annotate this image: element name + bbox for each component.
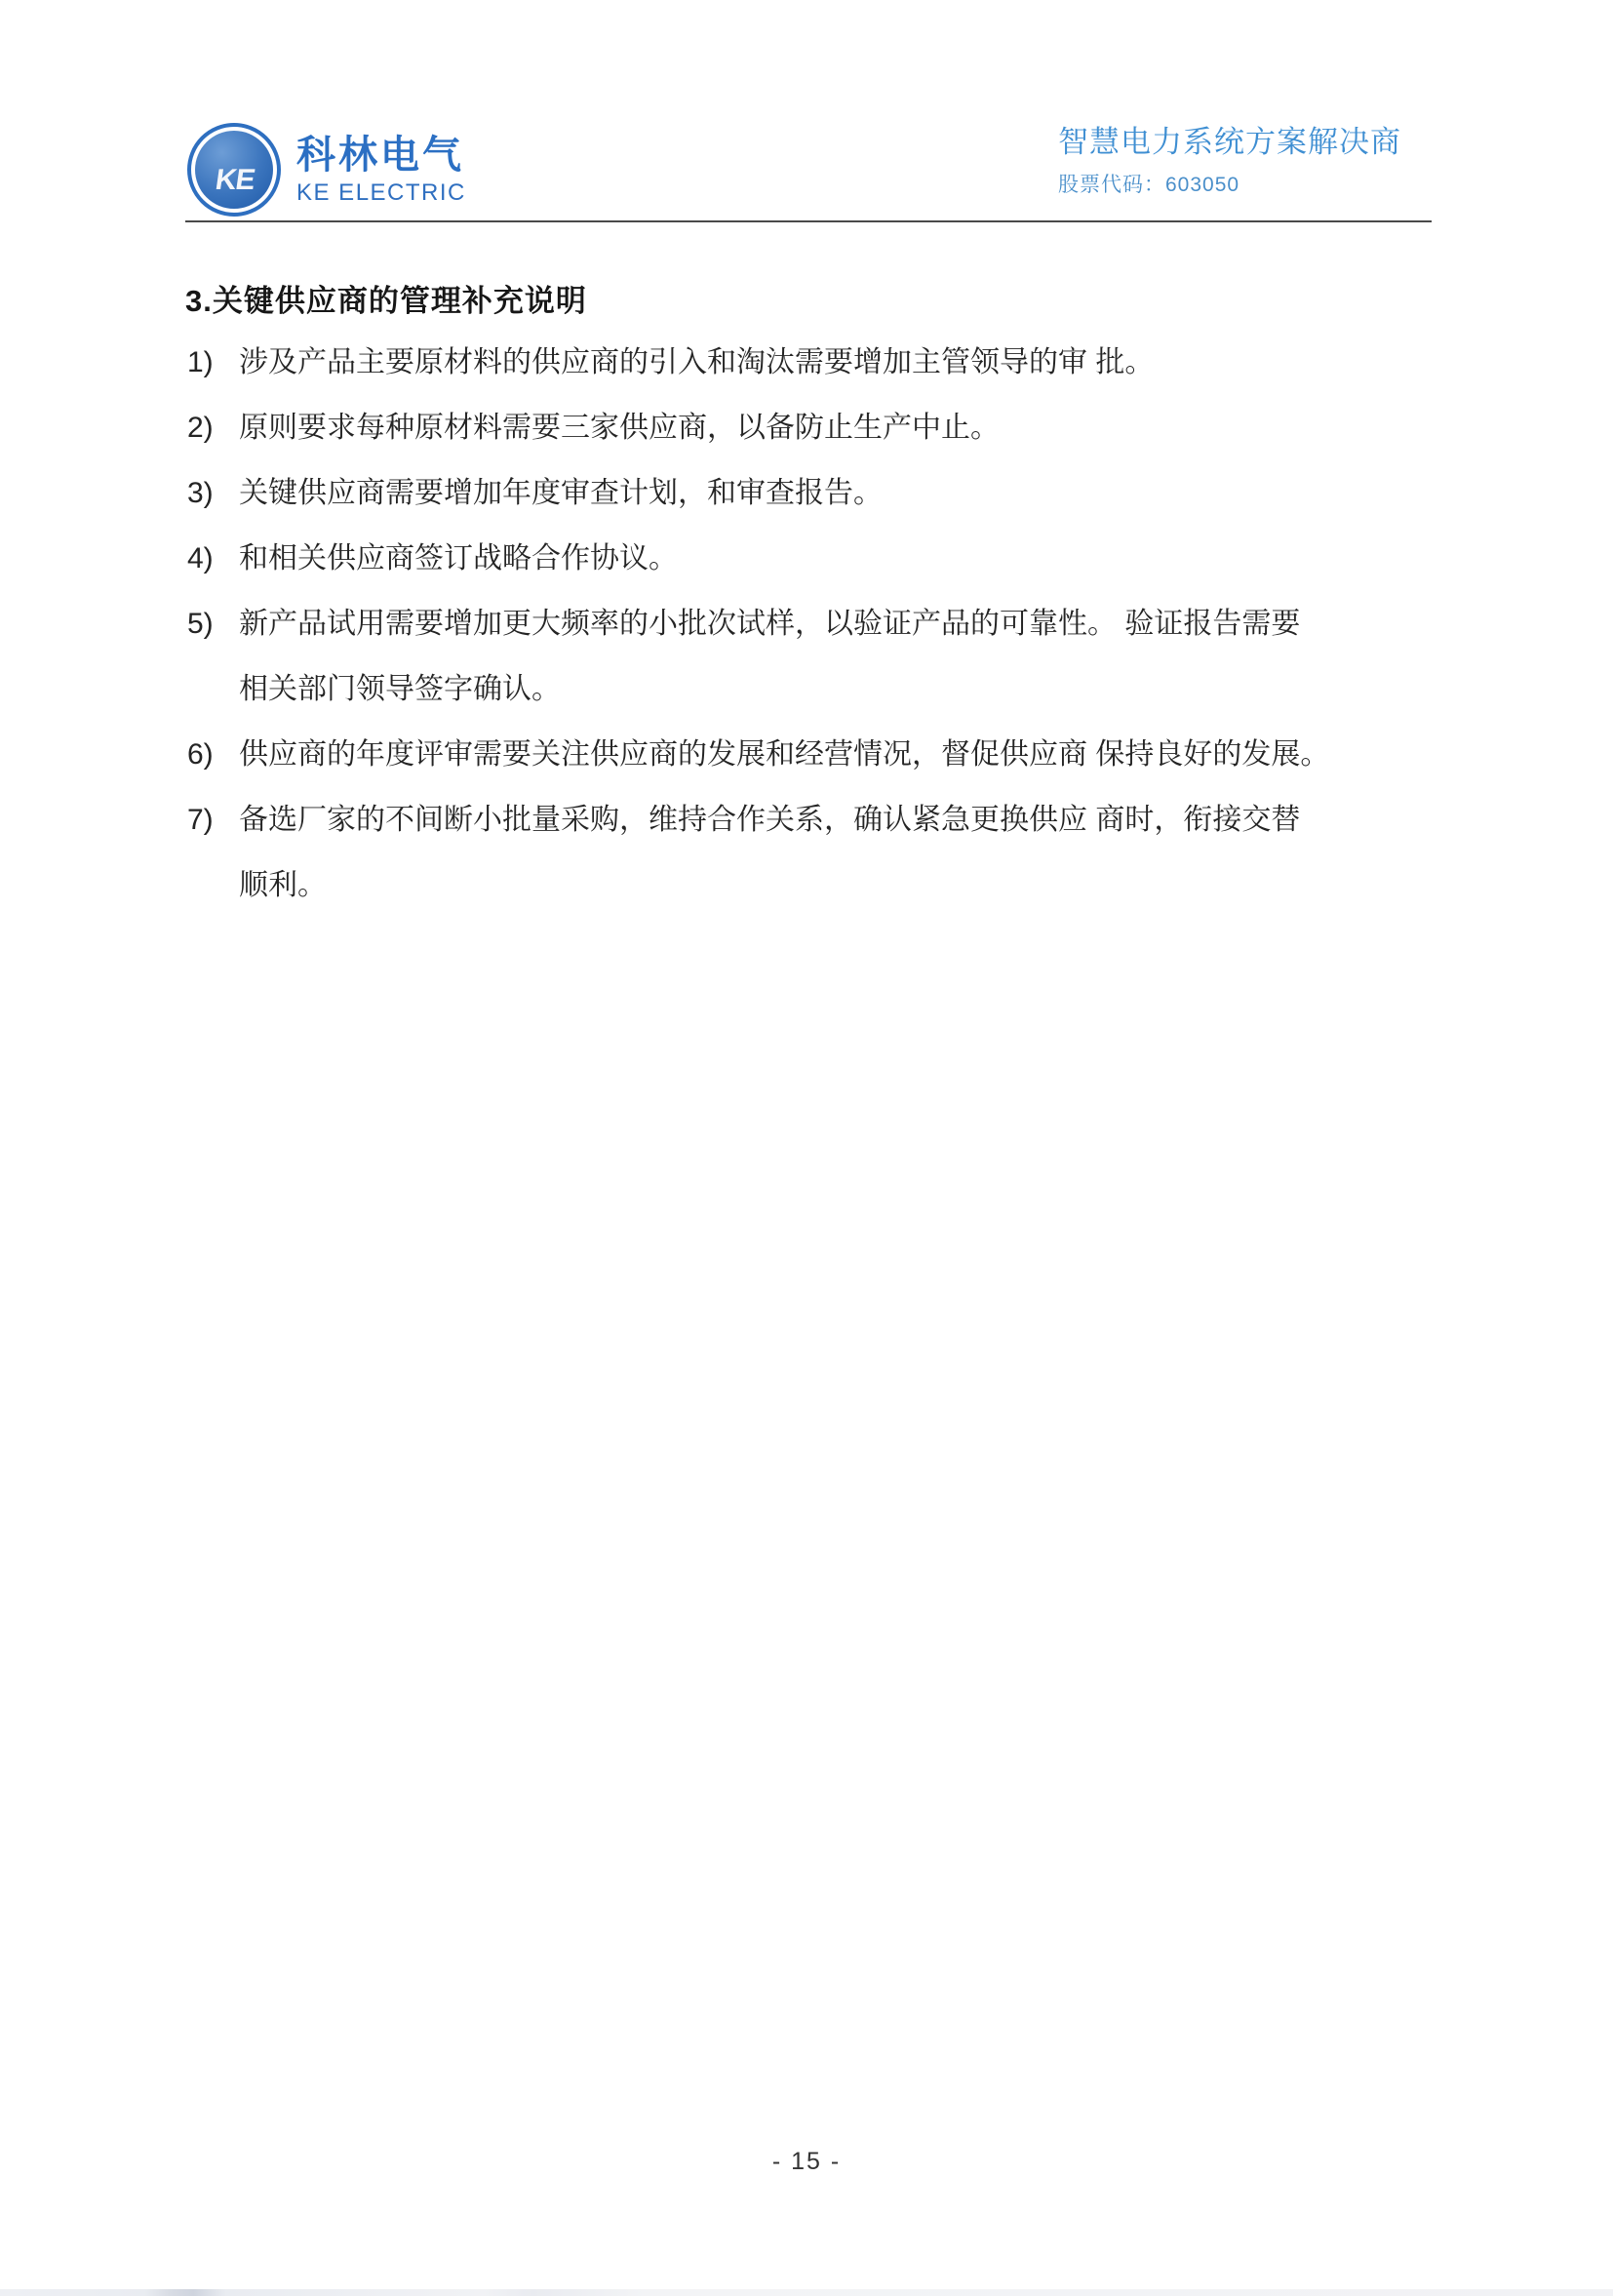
list-item xyxy=(187,722,1455,787)
header-slogan xyxy=(1058,125,1401,197)
list-item-text xyxy=(239,526,1455,591)
list-item-line: 原则要求每种原材料需要三家供应商，以备防止生产中止。 xyxy=(239,412,1000,444)
list-item-text xyxy=(239,460,1455,526)
list-item-line: 和相关供应商签订战略合作协议。 xyxy=(239,542,678,574)
list-item-number: 5) xyxy=(187,608,214,640)
list-item-text xyxy=(239,395,1455,460)
list-item-text xyxy=(239,787,1455,918)
list-item xyxy=(187,526,1455,591)
list-item-line: 新产品试用需要增加更大频率的小批次试样，以验证产品的可靠性。 验证报告需要 xyxy=(239,608,1301,640)
footer-page-number: - 15 - xyxy=(771,2148,842,2175)
list-item xyxy=(187,395,1455,460)
header-divider xyxy=(185,220,1432,222)
list-item-line: 关键供应商需要增加年度审查计划，和审查报告。 xyxy=(239,477,883,509)
list-item-number: 6) xyxy=(187,738,214,771)
list-item xyxy=(187,460,1455,526)
list-item xyxy=(187,787,1455,918)
logo-monogram: KE xyxy=(213,164,257,196)
header-brand xyxy=(187,123,466,217)
list-item-number: 4) xyxy=(187,542,214,574)
supplier-notes-list xyxy=(187,330,1455,918)
list-item-text xyxy=(239,330,1455,395)
list-item-number: 7) xyxy=(187,804,214,836)
list-item-line: 相关部门领导签字确认。 xyxy=(239,673,561,705)
list-item-line: 供应商的年度评审需要关注供应商的发展和经营情况，督促供应商 保持良好的发展。 xyxy=(239,738,1330,771)
brand-name-english: KE ELECTRIC xyxy=(296,179,466,206)
list-item-number: 1) xyxy=(187,346,214,378)
stock-code: 股票代码：603050 xyxy=(1058,174,1240,196)
list-item-number: 3) xyxy=(187,477,214,509)
list-item xyxy=(187,330,1455,395)
section-title: 3.关键供应商的管理补充说明 xyxy=(185,284,587,318)
company-logo xyxy=(187,123,281,217)
brand-name-chinese: 科林电气 xyxy=(296,134,464,177)
list-item-line: 顺利。 xyxy=(239,869,327,901)
scan-edge-artifact xyxy=(0,2289,1613,2296)
list-item-text xyxy=(239,591,1455,722)
list-item-text xyxy=(239,722,1455,787)
list-item xyxy=(187,591,1455,722)
list-item-line: 涉及产品主要原材料的供应商的引入和淘汰需要增加主管领导的审 批。 xyxy=(239,346,1155,378)
company-tagline: 智慧电力系统方案解决商 xyxy=(1058,125,1401,159)
brand-text xyxy=(296,133,466,207)
logo-circle-icon xyxy=(195,131,273,209)
list-item-line: 备选厂家的不间断小批量采购，维持合作关系，确认紧急更换供应 商时，衔接交替 xyxy=(239,804,1301,836)
list-item-number: 2) xyxy=(187,412,214,444)
